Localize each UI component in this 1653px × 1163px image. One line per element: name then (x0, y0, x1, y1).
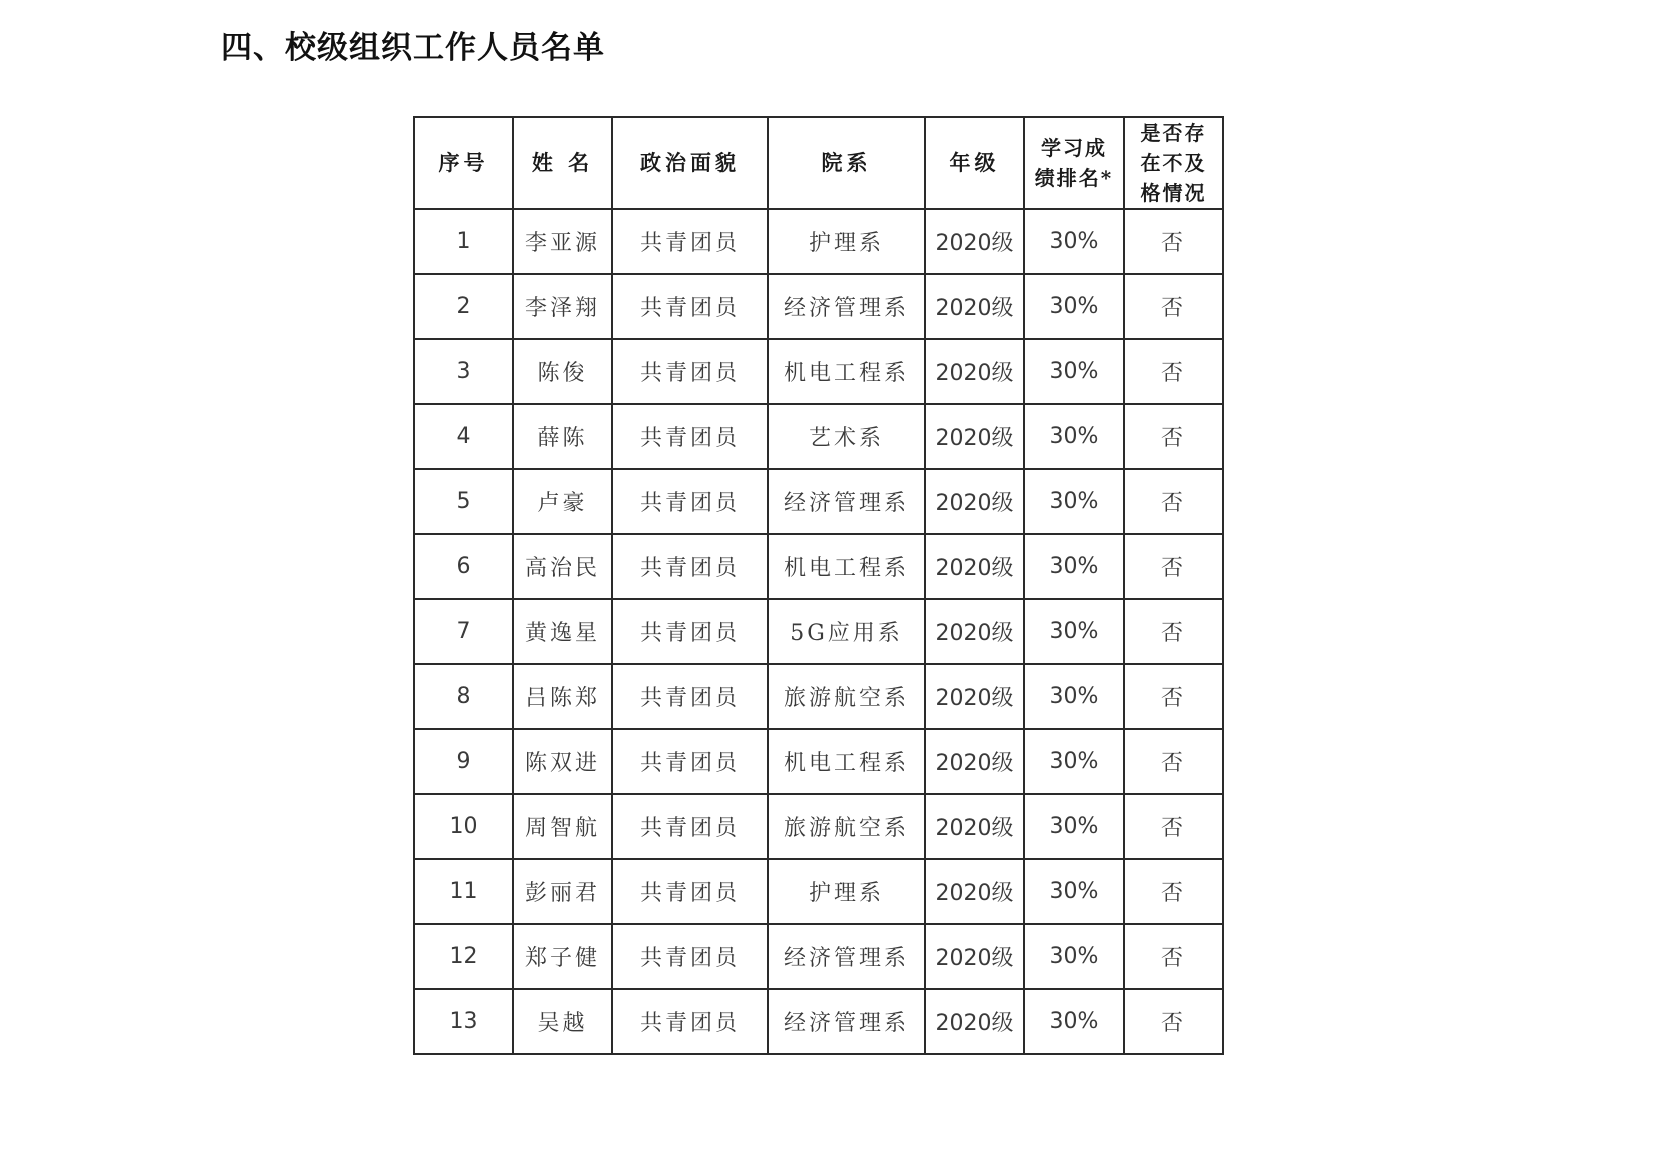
cell-grade: 2020级 (925, 664, 1024, 729)
table-row (414, 794, 1223, 859)
cell-political: 共青团员 (612, 729, 768, 794)
cell-political: 共青团员 (612, 859, 768, 924)
cell-name: 高治民 (513, 534, 612, 599)
column-header-grade (925, 117, 1024, 209)
column-header-seq (414, 117, 513, 209)
cell-fail: 否 (1124, 859, 1223, 924)
table-row (414, 859, 1223, 924)
cell-fail: 否 (1124, 339, 1223, 404)
column-header-line: 年级 (949, 150, 1000, 175)
cell-name: 郑子健 (513, 924, 612, 989)
cell-fail: 否 (1124, 404, 1223, 469)
cell-grade: 2020级 (925, 924, 1024, 989)
column-header-line: 序号 (438, 150, 489, 175)
table-row (414, 404, 1223, 469)
column-header-line: 绩排名* (1034, 166, 1114, 190)
cell-dept: 机电工程系 (768, 534, 925, 599)
cell-dept: 旅游航空系 (768, 794, 925, 859)
cell-rank: 30% (1024, 924, 1124, 989)
column-header-line: 姓 名 (531, 150, 594, 175)
column-header-line: 院系 (821, 150, 872, 175)
cell-name: 陈俊 (513, 339, 612, 404)
table-row (414, 534, 1223, 599)
cell-fail: 否 (1124, 209, 1223, 274)
cell-dept: 经济管理系 (768, 924, 925, 989)
cell-rank: 30% (1024, 599, 1124, 664)
cell-fail: 否 (1124, 729, 1223, 794)
cell-fail: 否 (1124, 534, 1223, 599)
cell-political: 共青团员 (612, 599, 768, 664)
cell-name: 陈双进 (513, 729, 612, 794)
cell-dept: 护理系 (768, 209, 925, 274)
cell-political: 共青团员 (612, 274, 768, 339)
cell-seq: 10 (414, 794, 513, 859)
cell-fail: 否 (1124, 274, 1223, 339)
cell-name: 吕陈郑 (513, 664, 612, 729)
cell-name: 李泽翔 (513, 274, 612, 339)
cell-fail: 否 (1124, 794, 1223, 859)
table-row (414, 599, 1223, 664)
cell-political: 共青团员 (612, 664, 768, 729)
cell-seq: 5 (414, 469, 513, 534)
table-row (414, 469, 1223, 534)
cell-name: 薛陈 (513, 404, 612, 469)
cell-fail: 否 (1124, 469, 1223, 534)
column-header-line: 在不及 (1140, 151, 1207, 175)
table-row (414, 989, 1223, 1054)
cell-fail: 否 (1124, 664, 1223, 729)
column-header-name (513, 117, 612, 209)
cell-political: 共青团员 (612, 469, 768, 534)
cell-political: 共青团员 (612, 404, 768, 469)
cell-dept: 经济管理系 (768, 469, 925, 534)
cell-grade: 2020级 (925, 729, 1024, 794)
cell-grade: 2020级 (925, 989, 1024, 1054)
cell-name: 李亚源 (513, 209, 612, 274)
cell-seq: 8 (414, 664, 513, 729)
header-row (414, 117, 1223, 209)
cell-name: 彭丽君 (513, 859, 612, 924)
cell-rank: 30% (1024, 469, 1124, 534)
cell-seq: 4 (414, 404, 513, 469)
cell-seq: 12 (414, 924, 513, 989)
cell-dept: 艺术系 (768, 404, 925, 469)
document-heading: 四、校级组织工作人员名单 (221, 30, 605, 66)
cell-fail: 否 (1124, 599, 1223, 664)
column-header-fail (1124, 117, 1223, 209)
cell-dept: 机电工程系 (768, 729, 925, 794)
cell-rank: 30% (1024, 534, 1124, 599)
column-header-political (612, 117, 768, 209)
cell-seq: 9 (414, 729, 513, 794)
table-header (414, 117, 1223, 209)
cell-fail: 否 (1124, 924, 1223, 989)
table-row (414, 274, 1223, 339)
cell-rank: 30% (1024, 339, 1124, 404)
cell-dept: 经济管理系 (768, 989, 925, 1054)
staff-roster-table (413, 116, 1224, 1055)
table-row (414, 339, 1223, 404)
cell-grade: 2020级 (925, 209, 1024, 274)
cell-seq: 13 (414, 989, 513, 1054)
cell-political: 共青团员 (612, 924, 768, 989)
cell-grade: 2020级 (925, 599, 1024, 664)
cell-political: 共青团员 (612, 209, 768, 274)
cell-seq: 3 (414, 339, 513, 404)
cell-name: 吴越 (513, 989, 612, 1054)
column-header-line: 格情况 (1140, 181, 1207, 205)
cell-name: 黄逸星 (513, 599, 612, 664)
cell-political: 共青团员 (612, 534, 768, 599)
cell-dept: 机电工程系 (768, 339, 925, 404)
cell-grade: 2020级 (925, 794, 1024, 859)
table-row (414, 209, 1223, 274)
cell-name: 周智航 (513, 794, 612, 859)
cell-grade: 2020级 (925, 339, 1024, 404)
cell-dept: 5G应用系 (768, 599, 925, 664)
cell-grade: 2020级 (925, 534, 1024, 599)
cell-rank: 30% (1024, 404, 1124, 469)
cell-rank: 30% (1024, 859, 1124, 924)
table-row (414, 729, 1223, 794)
cell-seq: 11 (414, 859, 513, 924)
cell-political: 共青团员 (612, 339, 768, 404)
cell-grade: 2020级 (925, 469, 1024, 534)
cell-rank: 30% (1024, 989, 1124, 1054)
column-header-rank (1024, 117, 1124, 209)
cell-grade: 2020级 (925, 274, 1024, 339)
cell-seq: 7 (414, 599, 513, 664)
cell-rank: 30% (1024, 729, 1124, 794)
column-header-line: 是否存 (1140, 121, 1207, 145)
cell-seq: 1 (414, 209, 513, 274)
table-body (414, 209, 1223, 1054)
cell-seq: 6 (414, 534, 513, 599)
cell-seq: 2 (414, 274, 513, 339)
cell-dept: 护理系 (768, 859, 925, 924)
column-header-line: 学习成 (1041, 136, 1107, 160)
cell-fail: 否 (1124, 989, 1223, 1054)
cell-dept: 旅游航空系 (768, 664, 925, 729)
cell-grade: 2020级 (925, 859, 1024, 924)
cell-political: 共青团员 (612, 794, 768, 859)
cell-dept: 经济管理系 (768, 274, 925, 339)
cell-name: 卢豪 (513, 469, 612, 534)
column-header-line: 政治面貌 (640, 150, 740, 175)
cell-rank: 30% (1024, 664, 1124, 729)
cell-rank: 30% (1024, 209, 1124, 274)
cell-rank: 30% (1024, 794, 1124, 859)
column-header-dept (768, 117, 925, 209)
table-row (414, 924, 1223, 989)
cell-grade: 2020级 (925, 404, 1024, 469)
cell-political: 共青团员 (612, 989, 768, 1054)
table-row (414, 664, 1223, 729)
cell-rank: 30% (1024, 274, 1124, 339)
